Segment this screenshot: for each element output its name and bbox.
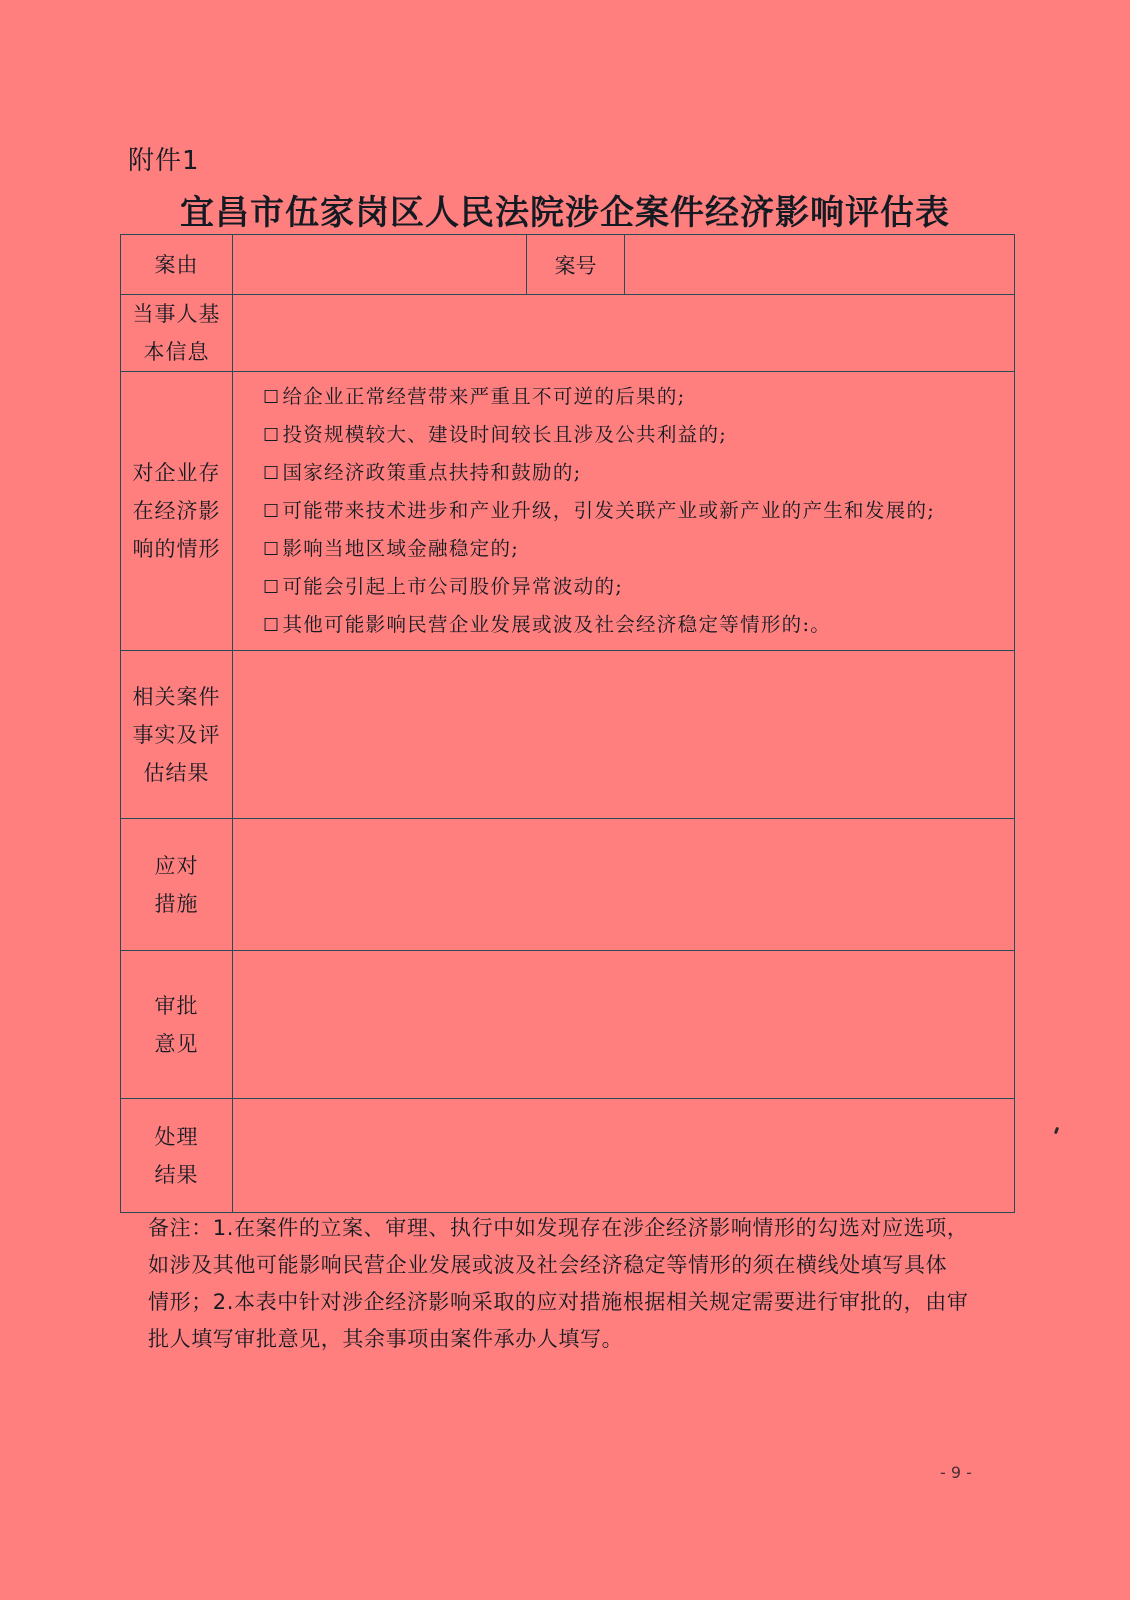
impact-option-text: 给企业正常经营带来严重且不可逆的后果的; [282, 385, 686, 408]
checkbox-icon[interactable]: ☐ [263, 539, 281, 560]
approval-field[interactable] [233, 951, 1015, 1099]
impact-option-text: 可能带来技术进步和产业升级，引发关联产业或新产业的产生和发展的; [282, 499, 936, 522]
remarks-line: 批人填写审批意见，其余事项由案件承办人填写。 [148, 1327, 624, 1351]
attachment-label: 附件1 [128, 146, 200, 176]
impact-option-text: 可能会引起上市公司股价异常波动的; [282, 575, 624, 598]
result-label: 处理结果 [154, 1124, 199, 1187]
impact-option[interactable] [263, 530, 1014, 568]
approval-label: 审批意见 [154, 993, 199, 1056]
impact-option[interactable] [263, 416, 1014, 454]
checkbox-icon[interactable]: ☐ [263, 387, 281, 408]
measures-label-cell [121, 819, 233, 951]
remarks-line: 备注：1.在案件的立案、审理、执行中如发现存在涉企经济影响情形的勾选对应选项， [148, 1216, 969, 1240]
impact-option[interactable] [263, 492, 1014, 530]
party-row [121, 295, 1015, 372]
scan-speck [1054, 1127, 1059, 1135]
case-cause-label: 案由 [154, 252, 199, 277]
approval-label-cell [121, 951, 233, 1099]
impact-option-text: 投资规模较大、建设时间较长且涉及公共利益的; [282, 423, 728, 446]
checkbox-icon[interactable]: ☐ [263, 615, 281, 636]
checkbox-icon[interactable]: ☐ [263, 501, 281, 522]
measures-label: 应对措施 [154, 853, 199, 916]
measures-field[interactable] [233, 819, 1015, 951]
approval-row [121, 951, 1015, 1099]
remarks-note [148, 1210, 1016, 1358]
result-label-cell [121, 1099, 233, 1213]
impact-option-list [233, 372, 1014, 650]
remarks-line: 如涉及其他可能影响民营企业发展或波及社会经济稳定等情形的须在横线处填写具体 [148, 1253, 948, 1277]
impact-option[interactable] [263, 454, 1014, 492]
result-field[interactable] [233, 1099, 1015, 1213]
impact-option-text: 影响当地区域金融稳定的; [282, 537, 520, 560]
case-number-label: 案号 [527, 235, 625, 295]
impact-option-text: 其他可能影响民营企业发展或波及社会经济稳定等情形的:。 [282, 613, 832, 636]
facts-label-cell [121, 651, 233, 819]
case-cause-field[interactable] [233, 235, 527, 295]
impact-option[interactable] [263, 606, 1014, 644]
party-label: 当事人基本信息 [132, 302, 221, 364]
case-row [121, 235, 1015, 295]
checkbox-icon[interactable]: ☐ [263, 425, 281, 446]
document-title: 宜昌市伍家岗区人民法院涉企案件经济影响评估表 [180, 193, 950, 233]
impact-option[interactable] [263, 378, 1014, 416]
impact-label: 对企业存在经济影响的情形 [132, 461, 221, 561]
assessment-form-table [120, 234, 1015, 1213]
impact-label-cell [121, 372, 233, 651]
checkbox-icon[interactable]: ☐ [263, 577, 281, 598]
page-number: - 9 - [940, 1463, 972, 1482]
party-info-field[interactable] [233, 295, 1015, 372]
facts-label: 相关案件事实及评估结果 [132, 684, 221, 785]
impact-row [121, 372, 1015, 651]
facts-field[interactable] [233, 651, 1015, 819]
result-row [121, 1099, 1015, 1213]
remarks-line: 情形；2.本表中针对涉企经济影响采取的应对措施根据相关规定需要进行审批的，由审 [148, 1290, 969, 1314]
party-label-cell [121, 295, 233, 372]
case-number-field[interactable] [625, 235, 1015, 295]
measures-row [121, 819, 1015, 951]
impact-option-text: 国家经济政策重点扶持和鼓励的; [282, 461, 582, 484]
checkbox-icon[interactable]: ☐ [263, 463, 281, 484]
impact-option[interactable] [263, 568, 1014, 606]
case-cause-label-cell [121, 235, 233, 295]
impact-options-cell [233, 372, 1015, 651]
facts-row [121, 651, 1015, 819]
